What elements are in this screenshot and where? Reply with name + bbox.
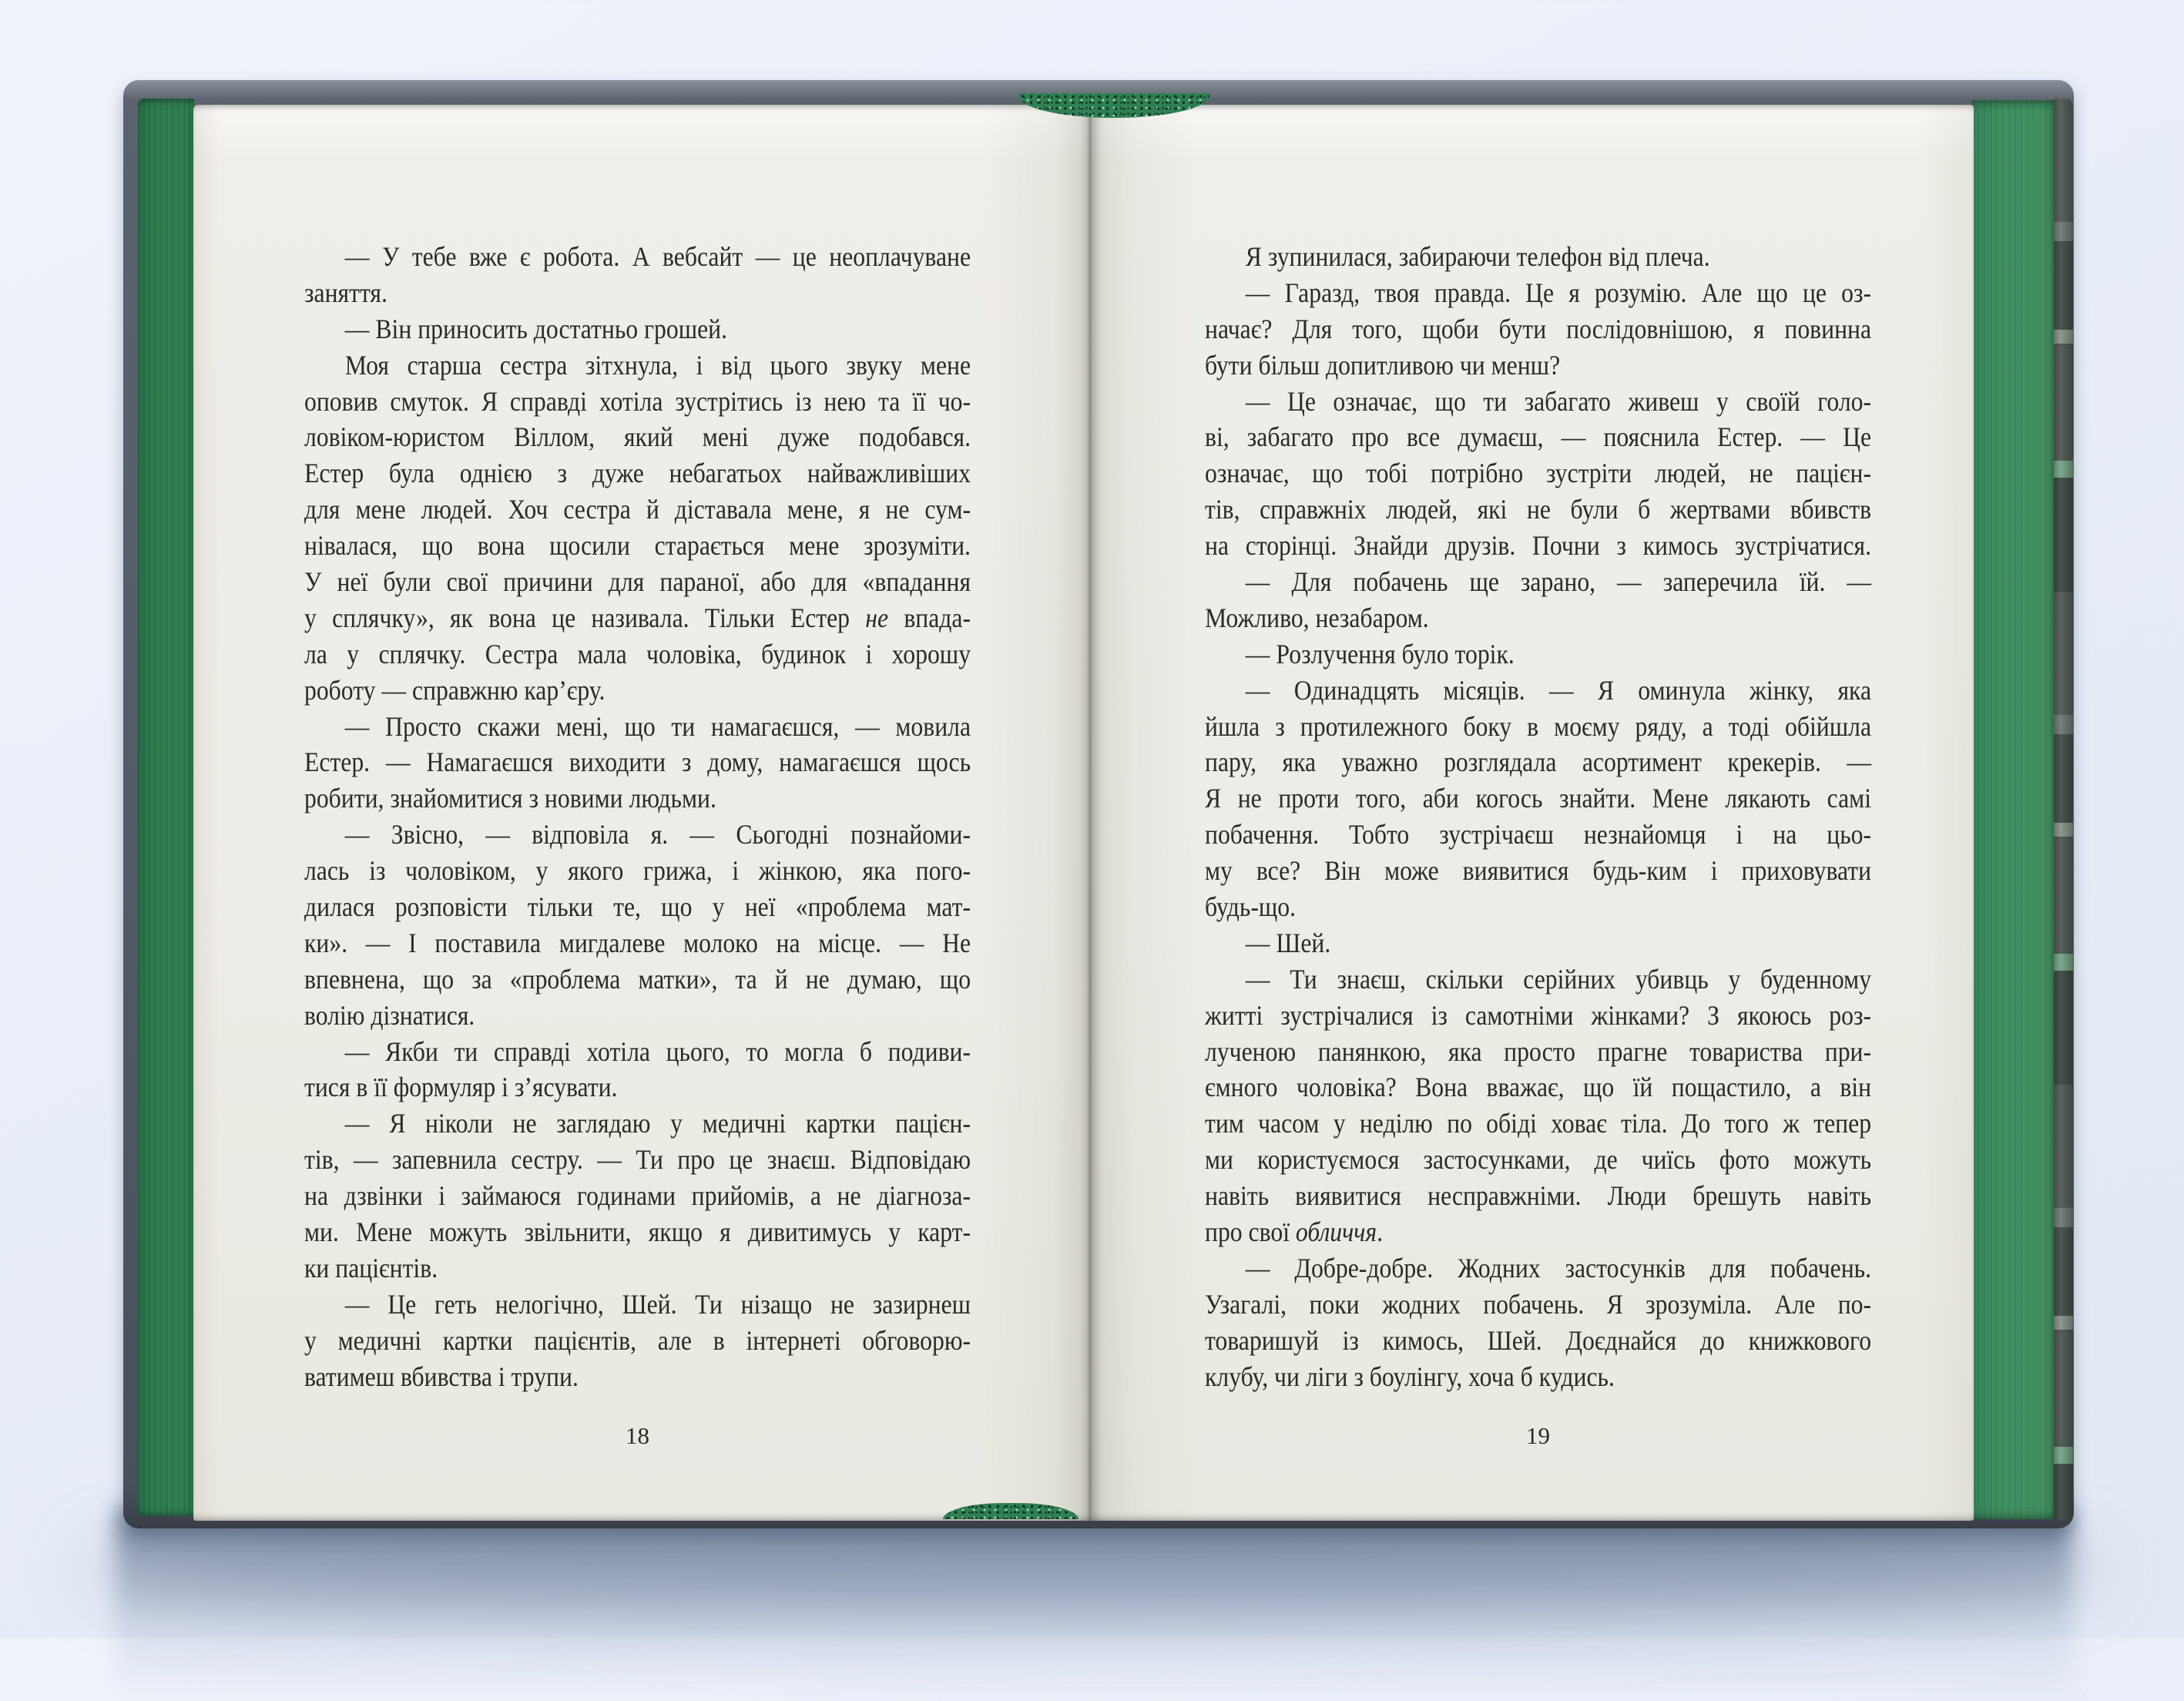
- text-line: — Шей.: [1245, 927, 1331, 958]
- right-page-text: [1205, 239, 1871, 1395]
- text-line: — Він приносить достатньо грошей.: [344, 313, 728, 344]
- book-gutter: [1080, 105, 1100, 1521]
- text-line: — У тебе вже є робота. А вебсайт — це неоплачуване: [344, 241, 971, 272]
- text-line: Естер була однією з дуже небагатьох найважливіших: [304, 458, 971, 489]
- text-line: ки». — І поставила мигдалеве молоко на місце. — Не: [304, 927, 971, 958]
- text-line: Я зупинилася, забираючи телефон від плеча.: [1245, 241, 1710, 272]
- text-line: тів, — запевнила сестру. — Ти про це знаєш. Відповідаю: [304, 1144, 971, 1176]
- text-line: Я не проти того, аби когось знайти. Мене лякають самі: [1205, 783, 1872, 814]
- text-line: товаришуй із кимось, Шей. Доєднайся до книжкового: [1205, 1324, 1872, 1356]
- text-line: — Якби ти справді хотіла цього, то могла б подиви-: [344, 1035, 971, 1067]
- text-line: начає? Для того, щоби бути послідовнішою, я повинна: [1205, 313, 1872, 344]
- text-line: побачення. Тобто зустрічаєш незнайомця і на цьо-: [1205, 819, 1872, 850]
- text-line: Можливо, незабаром.: [1205, 602, 1429, 633]
- text-line: нівалася, що вона щосили старається мене зрозуміти.: [304, 530, 971, 562]
- text-line: бути більш допитливою чи менш?: [1205, 349, 1561, 381]
- text-line: тим часом у неділю по обіді ховає тіла. До того ж тепер: [1205, 1108, 1872, 1139]
- text-line: волію дізнатися.: [304, 999, 475, 1031]
- text-line: — Це означає, що ти забагато живеш у своїй голо-: [1245, 385, 1872, 417]
- text-line: заняття.: [304, 277, 387, 308]
- text-line: ки пацієнтів.: [304, 1252, 438, 1283]
- text-line: на сторінці. Знайди друзів. Почни з кимось зустрічатися.: [1205, 530, 1872, 562]
- text-line: ві, забагато про все думаєш, — пояснила Естер. — Це: [1205, 421, 1872, 453]
- text-line: — Просто скажи мені, що ти намагаєшся, — мовила: [344, 710, 971, 742]
- left-page-text: [304, 239, 971, 1395]
- text-line: означає, що тобі потрібно зустріти людей, не пацієн-: [1205, 458, 1872, 489]
- text-line: про свої обличчя.: [1205, 1216, 1384, 1248]
- text-line: житті зустрічалися із самотніми жінками? З якоюсь роз-: [1205, 999, 1872, 1031]
- text-line: Естер. — Намагаєшся виходити з дому, намагаєшся щось: [304, 746, 971, 778]
- text-line: ловіком-юристом Віллом, який мені дуже подобався.: [304, 421, 971, 453]
- book-shadow: [116, 1508, 2072, 1701]
- text-line: тів, справжніх людей, які не були б жертвами вбивств: [1205, 494, 1872, 525]
- text-line: У неї були свої причини для параної, або для «впадання: [304, 566, 971, 598]
- text-line: Моя старша сестра зітхнула, і від цього звуку мене: [344, 349, 971, 381]
- page-number-right: 19: [1526, 1422, 1550, 1449]
- text-line: для мене людей. Хоч сестра й діставала мене, я не сум-: [304, 494, 971, 525]
- text-line: — Гаразд, твоя правда. Це я розумію. Але що це оз-: [1245, 277, 1872, 308]
- text-line: ла у сплячку. Сестра мала чоловіка, будинок і хорошу: [304, 638, 971, 669]
- text-line: тися в її формуляр і з’ясувати.: [304, 1072, 618, 1103]
- text-line: Узагалі, поки жодних побачень. Я зрозуміла. Але по-: [1205, 1288, 1872, 1320]
- text-line: — Добре-добре. Жодних застосунків для побачень.: [1245, 1252, 1872, 1283]
- page-number-left: 18: [626, 1422, 649, 1449]
- text-line: — Це геть нелогічно, Шей. Ти нізащо не зазирнеш: [344, 1288, 971, 1320]
- text-line: — Звісно, — відповіла я. — Сьогодні познайоми-: [344, 819, 971, 850]
- text-line: навіть виявитися несправжніми. Люди брешуть навіть: [1205, 1180, 1872, 1212]
- text-line: дилася розповісти тільки те, що у неї «проблема мат-: [304, 891, 971, 923]
- text-line: оповив смуток. Я справді хотіла зустрітись із нею та її чо-: [304, 385, 971, 417]
- right-endpaper-edge: [1972, 100, 2054, 1519]
- text-line: у медичні картки пацієнтів, але в інтернеті обговорю-: [304, 1324, 971, 1356]
- text-line: впевнена, що за «проблема матки», та й не думаю, що: [304, 963, 971, 995]
- text-line: — Я ніколи не заглядаю у медичні картки пацієн-: [344, 1108, 971, 1139]
- text-line: робити, знайомитися з новими людьми.: [304, 783, 716, 814]
- text-line: на дзвінки і займаюся годинами прийомів, а не діагноза-: [304, 1180, 971, 1212]
- text-line: лученою панянкою, яка просто прагне товариства при-: [1205, 1035, 1872, 1067]
- text-line: ватимеш вбивства і трупи.: [304, 1360, 579, 1392]
- left-endpaper-edge: [138, 99, 194, 1516]
- text-line: ми користуємося застосунками, де чиїсь фото можуть: [1205, 1144, 1872, 1176]
- text-line: роботу — справжню кар’єру.: [304, 674, 606, 706]
- text-line: ємного чоловіка? Вона вважає, що їй пощастило, а він: [1205, 1072, 1872, 1103]
- text-line: — Розлучення було торік.: [1245, 638, 1515, 669]
- text-line: — Одинадцять місяців. — Я оминула жінку, яка: [1245, 674, 1872, 706]
- text-line: йшла з протилежного боку в моєму ряду, а тоді обійшла: [1205, 710, 1872, 742]
- text-line: лась із чоловіком, у якого грижа, і жінкою, яка пого-: [304, 855, 971, 887]
- text-line: — Для побачень ще зарано, — заперечила їй. —: [1245, 566, 1872, 598]
- text-line: клубу, чи ліги з боулінгу, хоча б кудись.: [1205, 1360, 1615, 1392]
- cover-fore-edge: [2054, 99, 2073, 1521]
- text-line: му все? Він може виявитися будь-ким і приховувати: [1205, 855, 1872, 887]
- text-line: пару, яка уважно розглядала асортимент крекерів. —: [1205, 746, 1872, 778]
- text-line: у сплячку», як вона це називала. Тільки Естер не впада-: [304, 602, 971, 633]
- text-line: будь-що.: [1205, 891, 1297, 923]
- text-line: ми. Мене можуть звільнити, якщо я дивитимусь у карт-: [304, 1216, 971, 1248]
- text-line: — Ти знаєш, скільки серійних убивць у буденному: [1245, 963, 1872, 995]
